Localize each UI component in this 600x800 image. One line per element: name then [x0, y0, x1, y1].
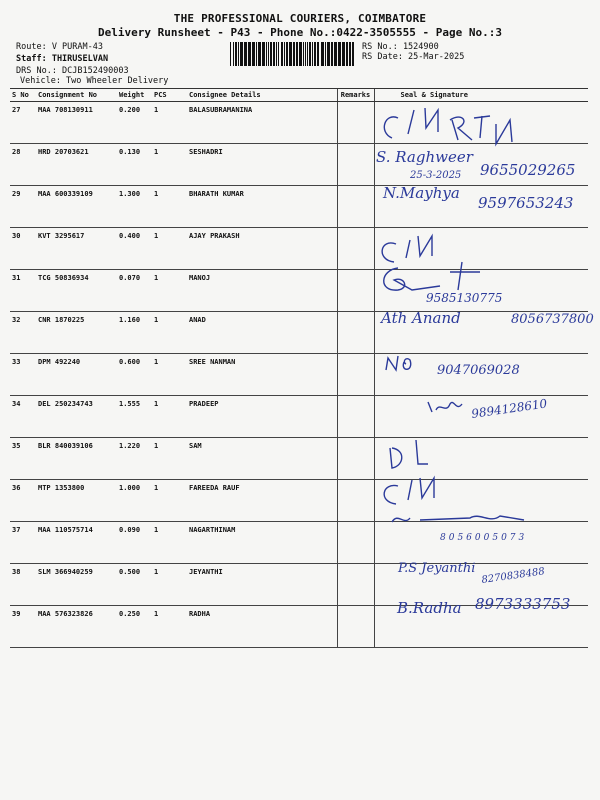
consignment-cell: MAA 708130911 — [36, 102, 117, 144]
sno-cell: 31 — [10, 270, 36, 312]
remarks-cell — [337, 396, 374, 438]
rs-number: RS No.: 1524900 — [362, 42, 439, 52]
remarks-cell — [337, 522, 374, 564]
sno-cell: 35 — [10, 438, 36, 480]
remarks-cell — [337, 438, 374, 480]
col-consignee: Consignee Details — [187, 89, 337, 102]
sno-cell: 38 — [10, 564, 36, 606]
signature-cell — [374, 522, 588, 564]
consignment-cell: DPM 492240 — [36, 354, 117, 396]
consignee-cell: BHARATH KUMAR — [187, 186, 337, 228]
consignee-cell: BALASUBRAMANINA — [187, 102, 337, 144]
col-sno: S No — [10, 89, 36, 102]
signature-29-name: N.Mayhya — [383, 184, 460, 202]
consignment-cell: KVT 3295617 — [36, 228, 117, 270]
consignment-cell: CNR 1870225 — [36, 312, 117, 354]
pcs-cell: 1 — [152, 396, 187, 438]
signature-39-name: B.Radha — [397, 599, 462, 617]
sno-cell: 29 — [10, 186, 36, 228]
col-pcs: PCS — [152, 89, 187, 102]
pcs-cell: 1 — [152, 564, 187, 606]
signature-28-name: S. Raghweer — [376, 148, 473, 166]
vehicle-label: Vehicle: Two Wheeler Delivery — [20, 76, 169, 86]
weight-cell: 1.300 — [117, 186, 152, 228]
sno-cell: 39 — [10, 606, 36, 648]
signature-cell — [374, 228, 588, 270]
table-row — [10, 270, 588, 312]
consignment-cell: SLM 366940259 — [36, 564, 117, 606]
sno-cell: 34 — [10, 396, 36, 438]
consignment-cell: MAA 600339109 — [36, 186, 117, 228]
table-row — [10, 354, 588, 396]
weight-cell: 1.160 — [117, 312, 152, 354]
signature-cell — [374, 438, 588, 480]
table-header-row — [10, 89, 588, 102]
sno-cell: 30 — [10, 228, 36, 270]
barcode — [230, 42, 354, 66]
signature-cell — [374, 312, 588, 354]
signature-29-phone: 9597653243 — [478, 194, 574, 212]
signature-33-phone: 9047069028 — [437, 363, 520, 378]
sno-cell: 32 — [10, 312, 36, 354]
signature-39-phone: 8973333753 — [475, 595, 571, 613]
remarks-cell — [337, 228, 374, 270]
signature-37-phone: 8056005073 — [440, 533, 528, 543]
drs-label: DRS No.: DCJB152490003 — [16, 66, 129, 76]
col-weight: Weight — [117, 89, 152, 102]
remarks-cell — [337, 480, 374, 522]
sno-cell: 28 — [10, 144, 36, 186]
table-row — [10, 564, 588, 606]
staff-label: Staff: THIRUSELVAN — [16, 54, 109, 64]
pcs-cell: 1 — [152, 228, 187, 270]
signature-cell — [374, 144, 588, 186]
weight-cell: 0.070 — [117, 270, 152, 312]
consignee-cell: NAGARTHINAM — [187, 522, 337, 564]
weight-cell: 0.090 — [117, 522, 152, 564]
weight-cell: 1.555 — [117, 396, 152, 438]
table-row — [10, 438, 588, 480]
consignee-cell: RADHA — [187, 606, 337, 648]
table-row — [10, 186, 588, 228]
route-label: Route: V PURAM-43 — [16, 42, 103, 52]
signature-cell — [374, 564, 588, 606]
pcs-cell: 1 — [152, 312, 187, 354]
consignee-cell: PRADEEP — [187, 396, 337, 438]
consignment-cell: TCG 50836934 — [36, 270, 117, 312]
table-row — [10, 396, 588, 438]
signature-cell — [374, 396, 588, 438]
pcs-cell: 1 — [152, 270, 187, 312]
pcs-cell: 1 — [152, 354, 187, 396]
consignee-cell: SAM — [187, 438, 337, 480]
weight-cell: 0.130 — [117, 144, 152, 186]
consignment-cell: HRD 20703621 — [36, 144, 117, 186]
signature-28-date: 25-3-2025 — [410, 170, 462, 181]
sno-cell: 33 — [10, 354, 36, 396]
signature-32-phone: 8056737800 — [511, 312, 594, 327]
signature-cell — [374, 606, 588, 648]
remarks-cell — [337, 564, 374, 606]
pcs-cell: 1 — [152, 438, 187, 480]
consignment-cell: BLR 840039106 — [36, 438, 117, 480]
signature-cell — [374, 270, 588, 312]
remarks-cell — [337, 312, 374, 354]
sno-cell: 37 — [10, 522, 36, 564]
signature-32-name: Ath Anand — [381, 309, 461, 327]
signature-38-phone: 8270838488 — [480, 566, 546, 586]
col-remarks: Remarks — [337, 89, 374, 102]
sno-cell: 27 — [10, 102, 36, 144]
table-row — [10, 522, 588, 564]
signature-cell — [374, 186, 588, 228]
consignee-cell: MANOJ — [187, 270, 337, 312]
signature-cell — [374, 480, 588, 522]
remarks-cell — [337, 144, 374, 186]
runsheet-table — [10, 88, 588, 648]
consignment-cell: DEL 250234743 — [36, 396, 117, 438]
remarks-cell — [337, 606, 374, 648]
consignee-cell: JEYANTHI — [187, 564, 337, 606]
consignment-cell: MAA 110575714 — [36, 522, 117, 564]
pcs-cell: 1 — [152, 522, 187, 564]
pcs-cell: 1 — [152, 606, 187, 648]
pcs-cell: 1 — [152, 480, 187, 522]
consignee-cell: SESHADRI — [187, 144, 337, 186]
weight-cell: 0.600 — [117, 354, 152, 396]
table-row — [10, 228, 588, 270]
company-title: THE PROFESSIONAL COURIERS, COIMBATORE — [173, 12, 427, 25]
remarks-cell — [337, 186, 374, 228]
weight-cell: 0.500 — [117, 564, 152, 606]
table-row — [10, 312, 588, 354]
signature-38-name: P.S Jeyanthi — [398, 561, 476, 576]
consignee-cell: FAREEDA RAUF — [187, 480, 337, 522]
consignee-cell: SREE NANMAN — [187, 354, 337, 396]
remarks-cell — [337, 270, 374, 312]
consignee-cell: AJAY PRAKASH — [187, 228, 337, 270]
weight-cell: 1.000 — [117, 480, 152, 522]
signature-cell — [374, 102, 588, 144]
col-signature: Seal & Signature — [374, 89, 588, 102]
rs-date: RS Date: 25-Mar-2025 — [362, 52, 465, 62]
pcs-cell: 1 — [152, 186, 187, 228]
weight-cell: 0.250 — [117, 606, 152, 648]
remarks-cell — [337, 102, 374, 144]
table-row — [10, 102, 588, 144]
table-row — [10, 144, 588, 186]
table-row — [10, 606, 588, 648]
signature-34-phone: 9894128610 — [470, 396, 549, 421]
signature-31-phone: 9585130775 — [426, 291, 503, 305]
table-row — [10, 480, 588, 522]
runsheet-subtitle: Delivery Runsheet - P43 - Phone No.:0422-3505555 - Page No.:3 — [98, 26, 502, 39]
sno-cell: 36 — [10, 480, 36, 522]
signature-28-phone: 9655029265 — [480, 161, 576, 179]
consignment-cell: MAA 576323826 — [36, 606, 117, 648]
weight-cell: 0.400 — [117, 228, 152, 270]
consignee-cell: ANAD — [187, 312, 337, 354]
signature-cell — [374, 354, 588, 396]
pcs-cell: 1 — [152, 144, 187, 186]
col-consignment: Consignment No — [36, 89, 117, 102]
weight-cell: 0.200 — [117, 102, 152, 144]
consignment-cell: MTP 1353800 — [36, 480, 117, 522]
pcs-cell: 1 — [152, 102, 187, 144]
weight-cell: 1.220 — [117, 438, 152, 480]
remarks-cell — [337, 354, 374, 396]
